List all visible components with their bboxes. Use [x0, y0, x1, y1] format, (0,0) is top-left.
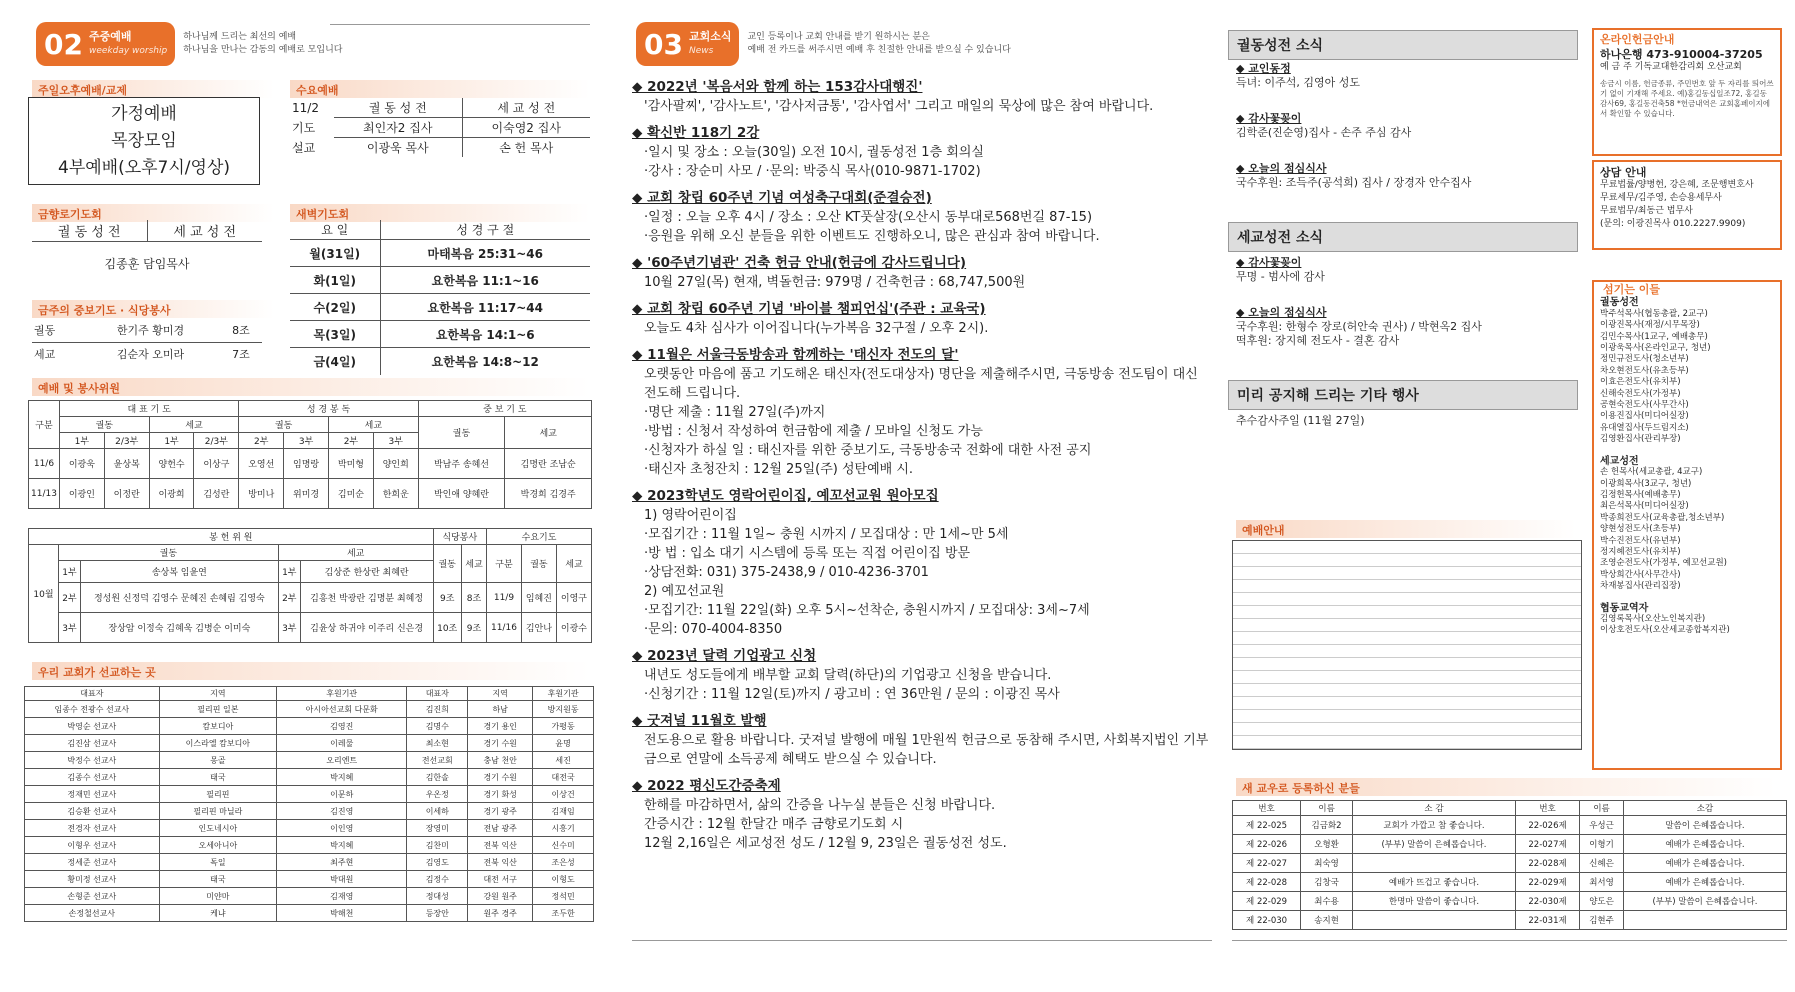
staff-member: 손 헌목사(세교총괄, 4교구): [1600, 467, 1703, 478]
news-item: [632, 346, 1212, 479]
staff-member: 김영록목사(오산노인복지관): [1600, 613, 1706, 624]
staff-member: 박상희간사(사무간사): [1600, 569, 1681, 580]
notice-block: [1236, 62, 1576, 90]
notice-body: 득녀: 이주석, 김영아 성도: [1236, 76, 1360, 89]
badge-en: weekday worship: [88, 46, 168, 56]
news-item: [632, 189, 1212, 246]
staff-member: 김민수목사(1교구, 예배총무): [1600, 331, 1708, 342]
staff-segyo-title: 세교성전: [1600, 455, 1639, 467]
page-church-news: [628, 0, 1228, 992]
table-row: 금(4일) 요한복음 14:8~12: [290, 348, 590, 375]
table-row: 화(1일) 요한복음 11:1~16: [290, 267, 590, 294]
news-title: ◆ 확신반 118기 2강: [632, 125, 760, 141]
table-row: 월(31일) 마태복음 25:31~46: [290, 240, 590, 267]
label-friday: 금향로기도회: [32, 204, 274, 222]
staff-title: 섬기는 이들: [1600, 284, 1663, 295]
header-desc-2: 하나님을 만나는 감동의 예배로 모입니다: [183, 45, 343, 55]
staff-box: [1592, 280, 1782, 770]
notice-heading: ◆ 오늘의 점심식사: [1236, 162, 1327, 175]
table-row: 손형준 선교사 미얀마 김재영 정대성 강원 원주 정석민: [25, 888, 594, 905]
news-line: ·태신자 초청잔치 : 12월 25일(주) 성탄예배 시.: [644, 462, 914, 477]
staff-segyo-list: [1600, 467, 1774, 592]
section-badge: [36, 22, 175, 66]
online-note: 송금시 이름, 헌금종류, 주민번호 앞 두 자리를 띄어쓰기 없이 기재해 주세요. 예)홍길동십일조72, 홍길동감사69, 홍길동건축58 *헌금내역은 교회홈페이지에서 확인할 수 있습니다.: [1600, 79, 1774, 118]
staff-gwoldong-list: [1600, 309, 1774, 446]
friday-table: 궐 동 성 전 세 교 성 전: [32, 220, 262, 242]
news-line: ·모집기간 : 11월 1일~ 충원 시까지 / 모집대상 : 만 1세~만 5세: [644, 527, 1009, 542]
header-desc-1: 하나님께 드리는 최선의 예배: [183, 32, 297, 42]
other-event: 추수감사주일 (11월 27일): [1236, 414, 1365, 427]
news-item: [632, 78, 1212, 116]
notice-body: 무명 - 범사에 감사: [1236, 270, 1325, 283]
staff-member: 이용진집사(미디어실장): [1600, 411, 1689, 422]
table-row: 황미정 선교사 태국 박대원 김정수 대전 서구 이형도: [25, 871, 594, 888]
news-title: ◆ 굿져널 11월호 발행: [632, 713, 767, 729]
badge-en: News: [688, 46, 714, 56]
label-new-members: 새 교우로 등록하신 분들: [1236, 778, 1776, 796]
staff-member: 박수진전도사(유년부): [1600, 535, 1681, 546]
table-row: 김진삼 선교사 이스라엘 캄보디아 이레물 최소현 경기 수원 윤명: [25, 735, 594, 752]
counsel-title: 상담 안내: [1600, 166, 1647, 179]
label-serve: 예배 및 봉사위원: [32, 378, 590, 396]
table-row: 3부 장상암 이정숙 김혜욱 김병순 이미숙 3부 김윤상 하귀야 이주리 신은경 10조 9조 11/16 김안나 이광수: [29, 613, 592, 643]
staff-member: 이광욱목사(온라인교구, 청년): [1600, 343, 1711, 354]
badge-number: 03: [644, 27, 683, 61]
table-row: 제 22-025 김금화2 교회가 가깝고 참 좋습니다. 22-026제 우성근 말씀이 은혜롭습니다.: [1233, 816, 1787, 835]
news-line: 2) 예꼬선교원: [644, 584, 725, 599]
label-worship-guide: 예배안내: [1236, 520, 1576, 538]
news-line: ·일시 및 장소 : 오늘(30일) 오전 10시, 궐동성전 1층 회의실: [644, 145, 984, 160]
table-row: 제 22-030 송지현 22-031제 김현주: [1233, 911, 1787, 930]
gwoldong-news: [1236, 62, 1576, 212]
table-row: 전경자 선교사 인도네시아 이인영 장영미 전남 광주 시흥기: [25, 820, 594, 837]
table-row: 제 22-029 최수용 한명마 말씀이 좋습니다. 22-030제 양도은 (부부) 말씀이 은혜롭습니다.: [1233, 892, 1787, 911]
staff-gwoldong-title: 궐동성전: [1600, 297, 1639, 309]
counsel-line: 무료세무/김주영, 손승용세무사: [1600, 193, 1722, 203]
staff-member: 최은석목사(미디어실장): [1600, 501, 1689, 512]
header-desc-1: 교인 등록이나 교회 안내를 받기 원하시는 분은: [747, 32, 930, 42]
notice-heading: ◆ 오늘의 점심식사: [1236, 306, 1327, 319]
notice-body: 떡후원: 장지혜 전도사 - 결혼 감사: [1236, 334, 1400, 347]
divider: [330, 24, 590, 25]
page-notices: [1228, 0, 1795, 992]
table-row: 박정수 선교사 몽골 오리엔트 전선교회 충남 천안 세진: [25, 752, 594, 769]
sunday-item: 목장모임: [111, 131, 177, 151]
news-title: ◆ 2022년 '복음서와 함께 하는 153감사대행진': [632, 79, 923, 95]
online-holder: 예 금 주 기독교대한감리회 오산교회: [1600, 62, 1742, 72]
wed-table: [290, 98, 590, 157]
news-line: ·강사 : 장순미 사모 / ·문의: 박중식 목사(010-9871-1702): [644, 164, 981, 179]
title-gwoldong: 궐동성전 소식: [1228, 30, 1578, 60]
table-row: 김종수 선교사 태국 박지혜 김한솔 경기 수원 대전국: [25, 769, 594, 786]
news-line: ·명단 제출 : 11월 27일(주)까지: [644, 405, 826, 420]
online-offering-box: [1592, 28, 1782, 156]
notice-block: [1236, 306, 1576, 348]
online-title: 온라인헌금안내: [1600, 33, 1675, 46]
header-desc-2: 예배 전 카드를 써주시면 예배 후 친절한 안내를 받으실 수 있습니다: [747, 45, 1011, 55]
news-title: ◆ '60주년기념관' 건축 헌금 안내(헌금에 감사드립니다): [632, 255, 967, 271]
news-line: ·일정 : 오늘 오후 4시 / 장소 : 오산 KT풋살장(오산시 동부대로568번길 87-15): [644, 210, 1093, 225]
new-members-table: 번호 이름 소 감 번호 이름 소감 제 22-025 김금화2 교회가 가깝고 참 좋습니다. 22-026제 우성근 말씀이 은혜롭습니다. 제 22-026 오형환 (부부) 말씀이 은혜롭습니다. 22-027제 이형기 예배가 은혜롭습니다. 제 22-027 최숙영 22-028제 신혜은 예배가 은혜롭습니다. 제 22-028 김창국 예배가 뜨겁고 좋습니다. 22-029제 최서영 예배가 은혜롭습니다. 제 22-029 최수용 한명마 말씀이 좋습니다. 22-030제 양도은 (부부) 말씀이 은혜롭습니다. 제 22-030 송지현 22-031제 김현주: [1232, 800, 1787, 930]
table-row: 기도 최인자2 집사 이숙영2 집사: [290, 118, 590, 138]
news-line: 오늘도 4차 심사가 이어집니다(누가복음 32구절 / 오후 2시).: [644, 321, 989, 336]
title-other: 미리 공지해 드리는 기타 행사: [1228, 380, 1578, 410]
news-line: 1) 영락어린이집: [644, 508, 737, 523]
staff-member: 차재봉집사(관리집장): [1600, 581, 1681, 592]
counsel-line: 무료법무/최동근 법무사: [1600, 206, 1693, 216]
staff-member: 박주석목사(협동총괄, 2교구): [1600, 308, 1708, 319]
table-row: 김승환 선교사 필리핀 마닐라 김진영 이세하 경기 광주 김재임: [25, 803, 594, 820]
table-row: 정재민 선교사 필리핀 이문하 우온정 경기 화성 이상건: [25, 786, 594, 803]
news-item: [632, 647, 1212, 704]
staff-member: 이광진목사(재정/시무목장): [1600, 320, 1700, 331]
staff-coop-list: [1600, 614, 1774, 637]
badge-title: 교회소식: [688, 30, 732, 43]
page-weekday-worship: [0, 0, 620, 992]
news-line: ·방법 : 신청서 작성하여 헌금함에 제출 / 모바일 신청도 가능: [644, 424, 983, 439]
news-line: ·문의: 070-4004-8350: [644, 622, 783, 637]
label-sunday: 주일오후예배/교제: [32, 80, 274, 98]
badge-number: 02: [44, 27, 83, 61]
news-item: [632, 300, 1212, 338]
title-segyo: 세교성전 소식: [1228, 222, 1578, 252]
staff-member: 김정헌목사(예배총무): [1600, 489, 1681, 500]
news-line: ·모집기간: 11월 22일(화) 오후 5시~선착순, 충원시까지 / 모집대상: 3세~7세: [644, 603, 1090, 618]
staff-member: 정민규전도사(청소년부): [1600, 354, 1689, 365]
news-line: ·응원을 위해 오신 분들을 위한 이벤트도 진행하오니, 많은 관심과 참여 바랍니다.: [644, 229, 1100, 244]
news-title: ◆ 11월은 서울극동방송과 함께하는 '태신자 전도의 달': [632, 347, 959, 363]
news-title: ◆ 2023학년도 영락어린이집, 예꼬선교원 원아모집: [632, 488, 939, 504]
duty-table: [32, 318, 262, 366]
serve-table-1: 구분 대 표 기 도 성 경 봉 독 중 보 기 도 궐동 세교 궐동 세교 궐동 세교 1부 2/3부 1부 2/3부 2부 3부 2부 3부 11/6 이광욱 윤상복 양헌수 이상구 오영선 임명랑 박미형 양인희 박남주 송혜선 김명란 조남순 11/13 이광인 이정란 이광희 김성란 방미나 위미경 김미순 한희운 박인애 양혜란 박경희 김경주: [28, 400, 592, 509]
notice-body: 국수후원: 조득주(공석희) 집사 / 장경자 안수집사: [1236, 176, 1472, 189]
label-duty: 금주의 중보기도 · 식당봉사: [32, 300, 274, 318]
table-row: 제 22-027 최숙영 22-028제 신혜은 예배가 은혜롭습니다.: [1233, 854, 1787, 873]
news-line: ·상담전화: 031) 375-2438,9 / 010-4236-3701: [644, 565, 929, 580]
staff-member: 양현성전도사(초등부): [1600, 524, 1681, 535]
news-title: ◆ 교회 창립 60주년 기념 여성축구대회(준결승전): [632, 190, 932, 206]
divider: [632, 940, 1212, 941]
news-title: ◆ 2023년 달력 기업광고 신청: [632, 648, 817, 664]
section-badge: [636, 22, 739, 66]
staff-member: 조영순전도사(가정부, 예꼬선교원): [1600, 558, 1727, 569]
news-item: [632, 712, 1212, 769]
notice-heading: ◆ 감사꽃꽂이: [1236, 256, 1302, 269]
news-title: ◆ 2022 평신도간증축제: [632, 778, 781, 794]
table-row: 11/6 이광욱 윤상복 양헌수 이상구 오영선 임명랑 박미형 양인희 박남주 송혜선 김명란 조남순: [29, 449, 592, 479]
table-row: 수(2일) 요한복음 11:17~44: [290, 294, 590, 321]
table-row: 박영순 선교사 캄보디아 김영진 김명수 경기 용인 가평동: [25, 718, 594, 735]
staff-member: 김영환집사(관리부장): [1600, 434, 1681, 445]
counsel-line: 무료법률/양병헌, 강은혜, 조문행변호사: [1600, 180, 1754, 190]
staff-member: 박종희전도사(교육총괄,청소년부): [1600, 512, 1725, 523]
notice-block: [1236, 256, 1576, 284]
notice-block: [1236, 112, 1576, 140]
staff-member: 유대열집사(두드림지소): [1600, 422, 1689, 433]
notice-block: [1236, 162, 1576, 190]
staff-member: 이상호전도사(오산세교종합복지관): [1600, 625, 1730, 636]
sunday-item: 4부예배(오후7시/영상): [58, 158, 230, 178]
sunday-box: [28, 97, 260, 185]
section-header: [36, 22, 342, 66]
staff-member: 차오현전도사(유초등부): [1600, 365, 1689, 376]
serve-table-2: 봉 헌 위 원 식당봉사 수요기도 10월 궐동 세교 궐동 세교 구분 궐동 세교 1부 송상복 임윤연 1부 김상준 한상란 최혜란 2부 정성원 신정덕 김영수 문혜진 손혜림 김영숙 2부 김흥천 박광란 김명분 최혜정 9조 8조 11/9 임혜진 이영구 3부 장상암 이정숙 김혜욱 김병순 이미숙 3부 김윤상 하귀야 이주리 신은경 10조 9조 11/16 김안나 이광수: [28, 528, 592, 643]
worship-guide-table: [1232, 540, 1582, 750]
staff-member: 이효은전도사(유치부): [1600, 377, 1681, 388]
news-line: 한해를 마감하면서, 삶의 간증을 나누실 분들은 신청 바랍니다.: [644, 798, 996, 813]
mission-table: 대표자 지역 후원기관 대표자 지역 후원기관 임종수 전광수 선교사 필리핀 일본 아시아선교회 다문화 김진희 하남 방지원동 박영순 선교사 캄보디아 김영진 김명수 경기 용인 가평동 김진삼 선교사 이스라엘 캄보디아 이레물 최소현 경기 수원 윤명 박정수 선교사 몽골 오리엔트 전선교회 충남 천안 세진 김종수 선교사 태국 박지혜 김한솔 경기 수원 대전국 정재민 선교사 필리핀 이문하 우온정 경기 화성 이상건 김승환 선교사 필리핀 마닐라 김진영 이세하 경기 광주 김재임 전경자 선교사 인도네시아 이인영 장영미 전남 광주 시흥기 이형우 선교사 오세아니아 박지혜 김찬미 전북 익산 신수미 정세준 선교사 독일 최주현 김영도 전북 익산 조은성 황미정 선교사 태국 박대원 김정수 대전 서구 이형도 손형준 선교사 미얀마 김재영 정대성 강원 원주 정석민 손정철선교사 케냐 박해천 등장안 원주 경주 조두한: [24, 686, 594, 922]
table-row: 11/2 궐 동 성 전 세 교 성 전: [290, 98, 590, 118]
news-line: 간증시간 : 12월 한달간 매주 금향로기도회 시: [644, 817, 904, 832]
section-header: [636, 22, 1011, 66]
notice-body: 국수후원: 한형수 장로(허안숙 권사) / 박현옥2 집사: [1236, 320, 1482, 333]
table-row: 제 22-026 오형환 (부부) 말씀이 은혜롭습니다. 22-027제 이형기 예배가 은혜롭습니다.: [1233, 835, 1787, 854]
table-row: 이형우 선교사 오세아니아 박지혜 김찬미 전북 익산 신수미: [25, 837, 594, 854]
table-row: 정세준 선교사 독일 최주현 김영도 전북 익산 조은성: [25, 854, 594, 871]
news-title: ◆ 교회 창립 60주년 기념 '바이블 챔피언십'(주관 : 교육국): [632, 301, 986, 317]
staff-member: 신해숙전도사(가정부): [1600, 388, 1681, 399]
news-line: '감사팔찌', '감사노트', '감사저금통', '감사엽서' 그리고 매일의 묵상에 많은 참여 바랍니다.: [644, 99, 1154, 114]
news-line: 내년도 성도들에게 배부할 교회 달력(하단)의 기업광고 신청을 받습니다.: [644, 668, 1052, 683]
news-line: ·신청기간 : 11월 12일(토)까지 / 광고비 : 연 36만원 / 문의 : 이광진 목사: [644, 687, 1060, 702]
notice-heading: ◆ 교인동정: [1236, 62, 1291, 75]
news-line: 오랫동안 마음에 품고 기도해온 태신자(전도대상자) 명단을 제출해주시면, 극동방송 전도팀이 대신 전도해 드립니다.: [644, 367, 1198, 401]
table-row: 손정철선교사 케냐 박해천 등장안 원주 경주 조두한: [25, 905, 594, 922]
online-account: 하나은행 473-910004-37205: [1600, 48, 1763, 61]
badge-title: 주중예배: [88, 30, 132, 43]
counsel-line: (문의: 이광진목사 010.2227.9909): [1600, 219, 1746, 229]
notice-heading: ◆ 감사꽃꽂이: [1236, 112, 1302, 125]
table-row: 세교 김순자 오미라 7조: [34, 348, 250, 362]
news-line: ·신청자가 하실 일 : 태신자를 위한 중보기도, 극동방송국 전화에 대한 사전 공지: [644, 443, 1092, 458]
news-item: [632, 254, 1212, 292]
sunday-item: 가정예배: [111, 104, 177, 124]
table-row: 궐동 한기주 황미경 8조: [32, 318, 262, 342]
staff-coop-title: 협동교역자: [1600, 602, 1649, 614]
label-mission: 우리 교회가 선교하는 곳: [32, 662, 590, 680]
news-item: [632, 487, 1212, 639]
table-row: 임종수 전광수 선교사 필리핀 일본 아시아선교회 다문화 김진희 하남 방지원동: [25, 701, 594, 718]
segyo-news: [1236, 256, 1576, 370]
news-line: ·방 법 : 입소 대기 시스템에 등록 또는 직접 어린이집 방문: [644, 546, 971, 561]
news-line: 12월 2,16일은 세교성전 성도 / 12월 9, 23일은 궐동성전 성도.: [644, 836, 1007, 851]
dawn-table: 요 일 성 경 구 절 월(31일) 마태복음 25:31~46 화(1일) 요한복음 11:1~16 수(2일) 요한복음 11:17~44 목(3일) 요한복음 14:1~6 금(4일) 요한복음 14:8~12: [290, 220, 590, 375]
friday-leader: 김종훈 담임목사: [104, 257, 190, 271]
news-item: [632, 777, 1212, 853]
table-row: 제 22-028 김창국 예배가 뜨겁고 좋습니다. 22-029제 최서영 예배가 은혜롭습니다.: [1233, 873, 1787, 892]
staff-member: 이광희목사(3교구, 청년): [1600, 478, 1692, 489]
label-wed: 수요예배: [290, 80, 590, 98]
counsel-box: [1592, 160, 1782, 250]
news-item: [632, 124, 1212, 181]
news-line: 전도용으로 활용 바랍니다. 굿져널 발행에 매월 1만원씩 헌금으로 동참해 주시면, 사회복지법인 기부금으로 연말에 소득공제 혜택도 받으실 수 있습니다.: [644, 733, 1209, 767]
table-row: 목(3일) 요한복음 14:1~6: [290, 321, 590, 348]
news-line: 10월 27일(목) 현재, 벽돌헌금: 979명 / 건축헌금 : 68,747,500원: [644, 275, 1026, 290]
label-dawn: 새벽기도회: [290, 204, 590, 222]
staff-member: 공현숙전도사(사무간사): [1600, 400, 1689, 411]
table-row: 11/13 이광인 이정란 이광희 김성란 방미나 위미경 김미순 한희운 박인애 양혜란 박경희 김경주: [29, 479, 592, 509]
staff-member: 정지혜전도사(유치부): [1600, 546, 1681, 557]
notice-body: 김학준(진순영)집사 - 손주 주심 감사: [1236, 126, 1412, 139]
divider: [1232, 940, 1787, 941]
table-row: 설교 이광욱 목사 손 헌 목사: [290, 138, 590, 158]
news-list: [632, 78, 1212, 861]
table-row: 2부 정성원 신정덕 김영수 문혜진 손혜림 김영숙 2부 김흥천 박광란 김명분 최혜정 9조 8조 11/9 임혜진 이영구: [29, 583, 592, 613]
